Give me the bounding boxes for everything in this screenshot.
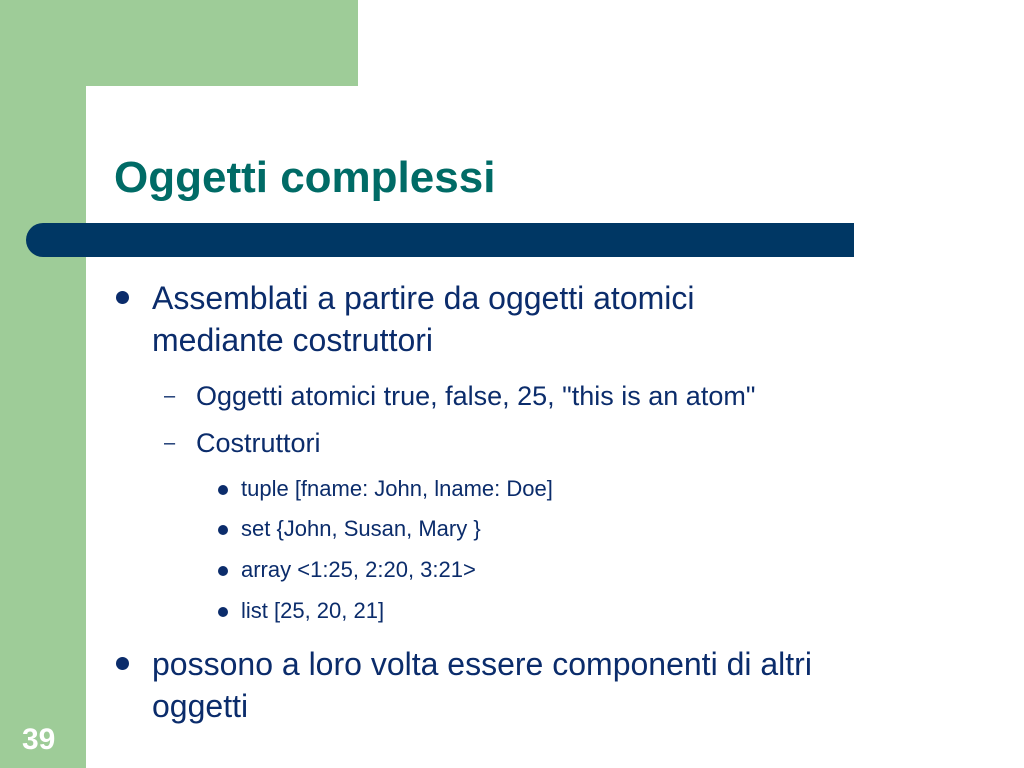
bullet-text-line-2: oggetti bbox=[152, 688, 249, 724]
bullet-dot-icon bbox=[218, 607, 228, 617]
sub-sub-bullet-item-4 bbox=[241, 596, 384, 626]
bullet-dot-icon bbox=[218, 525, 228, 535]
dash-icon: – bbox=[164, 432, 176, 454]
bullet-item-2 bbox=[152, 643, 812, 727]
sub-sub-bullet-item-2 bbox=[241, 514, 481, 544]
bullet-text-line-1: possono a loro volta essere componenti di altri bbox=[152, 646, 812, 682]
bullet-dot-icon bbox=[218, 485, 228, 495]
sub-bullet-text: Costruttori bbox=[196, 428, 321, 458]
sub-sub-bullet-text: tuple [fname: John, lname: Doe] bbox=[241, 476, 553, 501]
sub-bullet-item-1 bbox=[164, 378, 756, 414]
slide-number: 39 bbox=[22, 723, 56, 756]
sub-sub-bullet-item-1 bbox=[241, 474, 553, 504]
bullet-dot-icon bbox=[116, 657, 129, 670]
bullet-item-1 bbox=[152, 277, 694, 361]
dash-icon: – bbox=[164, 385, 176, 407]
sub-sub-bullet-item-3 bbox=[241, 555, 476, 585]
sub-bullet-text: Oggetti atomici true, false, 25, "this is an atom" bbox=[196, 381, 756, 411]
sub-sub-bullet-text: list [25, 20, 21] bbox=[241, 598, 385, 623]
sub-bullet-item-2 bbox=[164, 425, 321, 461]
bullet-text-line-1: Assemblati a partire da oggetti atomici bbox=[152, 280, 695, 316]
sub-sub-bullet-text: set {John, Susan, Mary } bbox=[241, 516, 481, 541]
bullet-dot-icon bbox=[116, 291, 129, 304]
bullet-dot-icon bbox=[218, 566, 228, 576]
slide-title: Oggetti complessi bbox=[114, 153, 496, 202]
sub-sub-bullet-text: array <1:25, 2:20, 3:21> bbox=[241, 557, 476, 582]
bullet-text-line-2: mediante costruttori bbox=[152, 322, 434, 358]
